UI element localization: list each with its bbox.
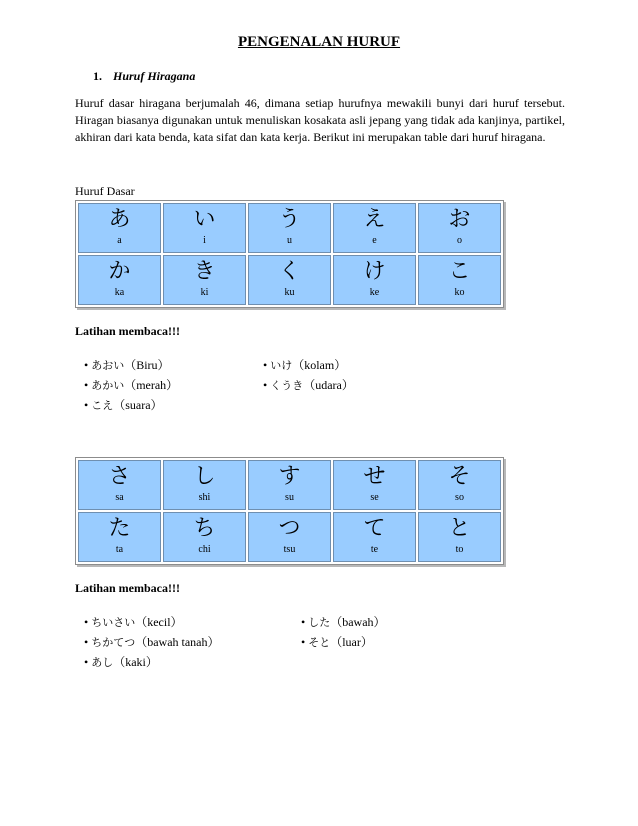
practice-meaning: （bawah tanah）	[135, 635, 220, 649]
romaji-label: o	[457, 235, 462, 246]
practice-item: • ちいさい（kecil）	[84, 615, 183, 629]
kana-cell	[78, 512, 161, 562]
kana-cell	[248, 460, 331, 510]
practice-word: くうき	[270, 379, 304, 392]
practice-item: • した（bawah）	[301, 615, 386, 629]
section-title: Huruf Hiragana	[113, 69, 196, 83]
practice-word: いけ	[270, 359, 293, 372]
kana-char: ち	[193, 516, 216, 541]
kana-cell	[418, 255, 501, 305]
kana-cell	[248, 512, 331, 562]
hiragana-table-basic	[75, 200, 504, 308]
kana-char: し	[193, 464, 216, 489]
practice-item: • あし（kaki）	[84, 655, 158, 669]
kana-cell	[163, 460, 246, 510]
kana-char: た	[108, 516, 131, 541]
practice-meaning: （kaki）	[113, 655, 158, 669]
practice-word: そと	[308, 636, 331, 649]
table-row	[78, 512, 501, 562]
table-row	[78, 255, 501, 305]
kana-char: お	[448, 207, 471, 232]
hiragana-table-sa-ta	[75, 457, 504, 565]
romaji-label: ke	[369, 287, 380, 298]
practice-word: ちかてつ	[91, 636, 136, 649]
practice-word: あかい	[91, 379, 125, 392]
kana-char: そ	[448, 464, 471, 489]
intro-paragraph: Huruf dasar hiragana berjumalah 46, dimana setiap hurufnya mewakili bunyi dari huruf tersebut. Hiragan biasanya digunakan untuk menuliskan kosakata asli jepang yang tidak ada kanjinya, partikel, akhiran dari kata benda, kata sifat dan kata kerja. Berikut ini merupakan table dari huruf hiragana.	[75, 96, 565, 144]
romaji-label: to	[455, 544, 464, 555]
kana-cell	[248, 203, 331, 253]
romaji-label: se	[370, 492, 379, 503]
kana-char: け	[363, 259, 386, 284]
practice-meaning: （Biru）	[124, 358, 170, 372]
practice-item: • そと（luar）	[301, 635, 373, 649]
practice-meaning: （luar）	[330, 635, 373, 649]
kana-char: て	[363, 516, 386, 541]
kana-char: さ	[108, 464, 131, 489]
section-heading	[93, 69, 195, 84]
practice-item: • こえ（suara）	[84, 398, 163, 412]
kana-cell	[78, 255, 161, 305]
practice-meaning: （kecil）	[135, 615, 183, 629]
kana-cell	[78, 203, 161, 253]
romaji-label: i	[203, 235, 206, 246]
kana-cell	[418, 512, 501, 562]
kana-cell	[248, 255, 331, 305]
section-number: 1.	[93, 69, 102, 83]
practice-meaning: （kolam）	[292, 358, 347, 372]
kana-char: か	[108, 259, 131, 284]
practice-word: あし	[91, 656, 114, 669]
practice-meaning: （bawah）	[330, 615, 386, 629]
practice-title: Latihan membaca!!!	[75, 581, 180, 595]
romaji-label: a	[117, 235, 122, 246]
kana-char: え	[363, 207, 386, 232]
practice-item: • ちかてつ（bawah tanah）	[84, 635, 220, 649]
romaji-label: chi	[198, 544, 211, 555]
practice-word: した	[308, 616, 331, 629]
kana-char: い	[193, 207, 216, 232]
practice-title: Latihan membaca!!!	[75, 324, 180, 338]
practice-meaning: （suara）	[113, 398, 163, 412]
kana-char: こ	[448, 259, 471, 284]
practice-item: • くうき（udara）	[263, 378, 354, 392]
practice-item: • あかい（merah）	[84, 378, 179, 392]
kana-cell	[163, 255, 246, 305]
kana-cell	[333, 512, 416, 562]
practice-word: あおい	[91, 359, 125, 372]
practice-word: ちいさい	[91, 616, 136, 629]
kana-cell	[163, 203, 246, 253]
table-row	[78, 203, 501, 253]
kana-cell	[78, 460, 161, 510]
practice-meaning: （merah）	[124, 378, 179, 392]
romaji-label: ku	[284, 287, 295, 298]
practice-word: こえ	[91, 399, 114, 412]
table-row	[78, 460, 501, 510]
kana-char: と	[448, 516, 471, 541]
kana-char: す	[278, 464, 301, 489]
romaji-label: shi	[198, 492, 211, 503]
kana-char: あ	[108, 207, 131, 232]
kana-cell	[418, 460, 501, 510]
kana-char: う	[278, 207, 301, 232]
romaji-label: so	[455, 492, 464, 503]
romaji-label: ko	[454, 287, 465, 298]
kana-char: せ	[363, 464, 386, 489]
romaji-label: te	[370, 544, 379, 555]
table-label: Huruf Dasar	[75, 184, 135, 198]
romaji-label: tsu	[283, 544, 296, 555]
kana-cell	[163, 512, 246, 562]
kana-char: く	[278, 259, 301, 284]
kana-cell	[333, 203, 416, 253]
kana-char: き	[193, 259, 216, 284]
kana-cell	[333, 255, 416, 305]
kana-char: つ	[278, 516, 301, 541]
romaji-label: ta	[115, 544, 124, 555]
romaji-label: ka	[114, 287, 125, 298]
kana-cell	[418, 203, 501, 253]
practice-item: • あおい（Biru）	[84, 358, 170, 372]
practice-item: • いけ（kolam）	[263, 358, 347, 372]
page-title: PENGENALAN HURUF	[237, 34, 401, 50]
romaji-label: su	[285, 492, 294, 503]
romaji-label: e	[372, 235, 377, 246]
romaji-label: u	[287, 235, 292, 246]
romaji-label: ki	[200, 287, 209, 298]
kana-cell	[333, 460, 416, 510]
practice-meaning: （udara）	[303, 378, 354, 392]
romaji-label: sa	[115, 492, 124, 503]
